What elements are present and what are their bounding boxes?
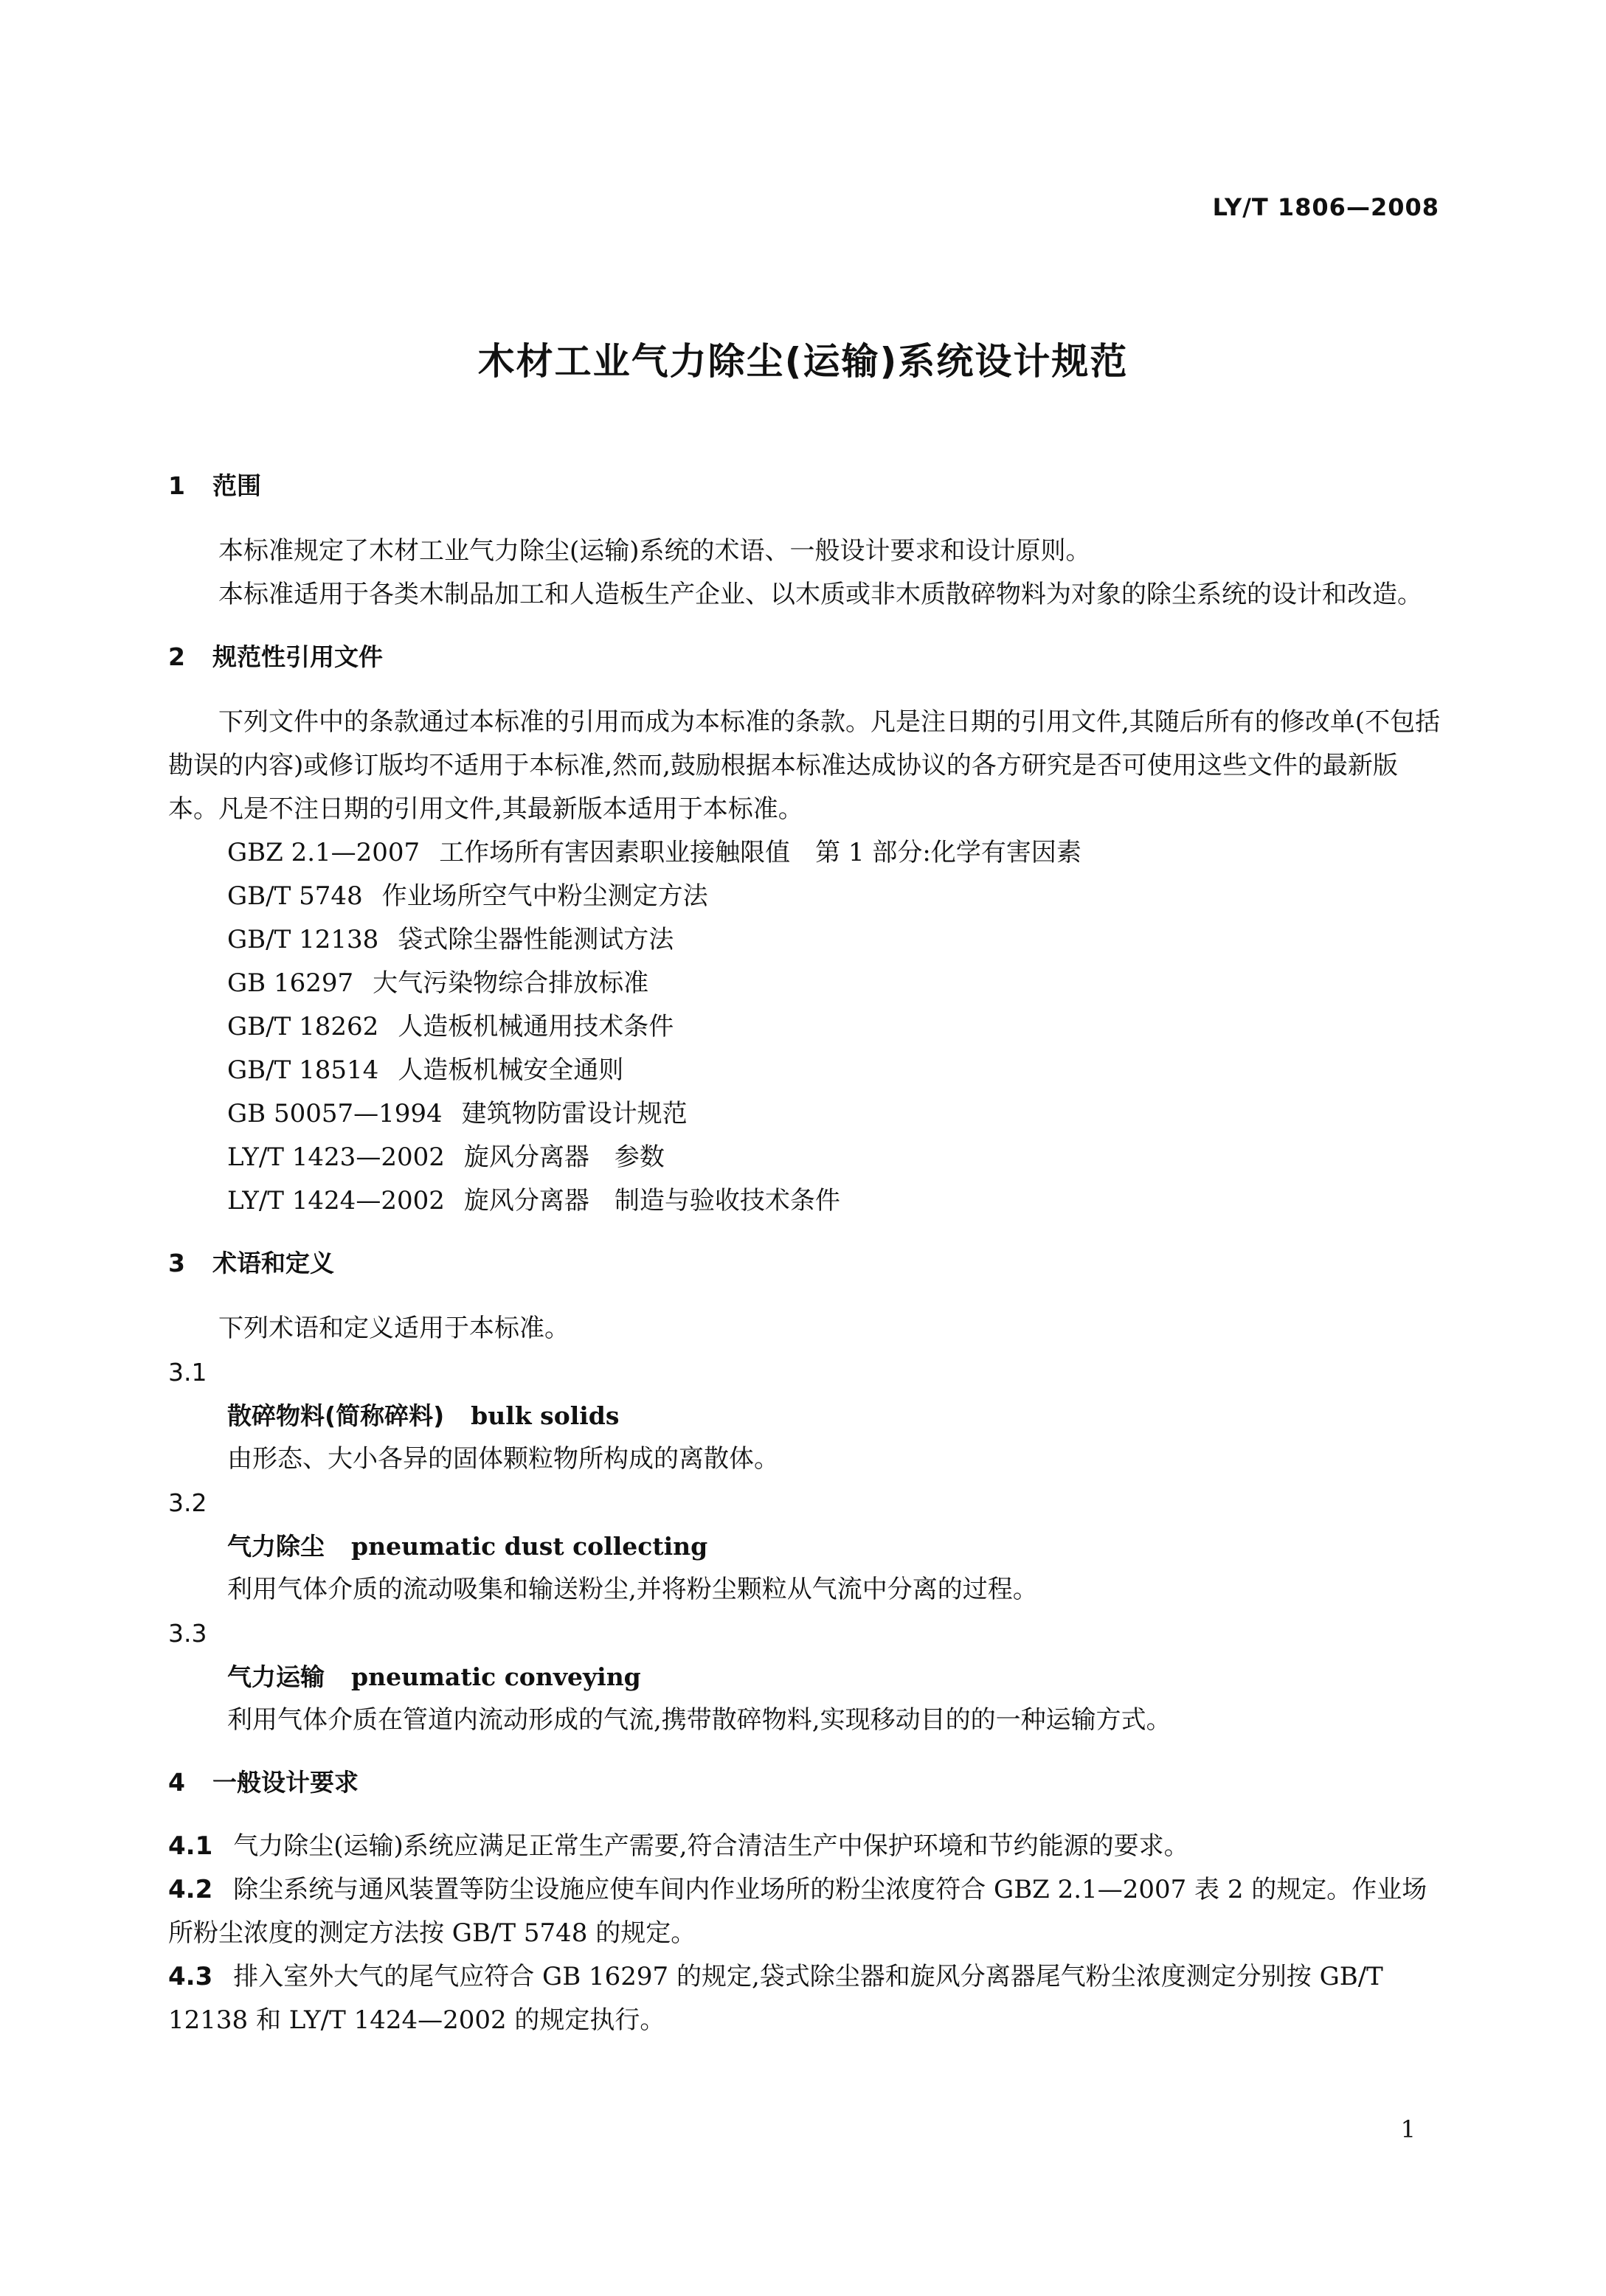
term-name <box>168 1525 1441 1568</box>
clause <box>168 1868 1441 1955</box>
reference-item <box>168 1005 1441 1049</box>
term-number: 3.1 <box>168 1358 207 1387</box>
reference-code: LY/T 1423—2002 <box>227 1142 445 1172</box>
clause-number: 4.3 <box>168 1962 213 1991</box>
term-name <box>168 1394 1441 1437</box>
section-title: 一般设计要求 <box>212 1768 359 1797</box>
document-title: 木材工业气力除尘(运输)系统设计规范 <box>477 340 1129 383</box>
reference-code: GB 50057—1994 <box>227 1099 443 1128</box>
term-zh: 气力运输 <box>227 1662 325 1691</box>
paragraph: 本标准规定了木材工业气力除尘(运输)系统的术语、一般设计要求和设计原则。 <box>218 536 1091 566</box>
reference-item <box>168 918 1441 962</box>
section-number: 1 <box>168 471 185 500</box>
section-number: 3 <box>168 1249 185 1277</box>
term-name <box>168 1655 1441 1699</box>
paragraph: 本标准适用于各类木制品加工和人造板生产企业、以木质或非木质散碎物料为对象的除尘系统的设计和改造。 <box>218 580 1422 609</box>
reference-item <box>168 1049 1441 1092</box>
reference-item <box>168 962 1441 1005</box>
reference-title: 大气污染物综合排放标准 <box>373 968 649 998</box>
section-number: 4 <box>168 1768 185 1797</box>
paragraph: 下列文件中的条款通过本标准的引用而成为本标准的条款。凡是注日期的引用文件,其随后所有的修改单(不包括勘误的内容)或修订版均不适用于本标准,然而,鼓励根据本标准达成协议的各方研究是否可使用这些文件的最新版本。凡是不注日期的引用文件,其最新版本适用于本标准。 <box>168 707 1441 824</box>
clause-number: 4.1 <box>168 1831 213 1861</box>
section-2-heading <box>168 636 1441 679</box>
term-definition: 利用气体介质的流动吸集和输送粉尘,并将粉尘颗粒从气流中分离的过程。 <box>227 1575 1038 1604</box>
section-title: 术语和定义 <box>212 1249 334 1277</box>
reference-title: 工作场所有害因素职业接触限值 第 1 部分:化学有害因素 <box>439 838 1081 867</box>
term-number: 3.3 <box>168 1619 207 1648</box>
reference-item <box>168 1136 1441 1179</box>
reference-item <box>168 831 1441 875</box>
section-number: 2 <box>168 642 185 671</box>
reference-code: GBZ 2.1—2007 <box>227 838 420 867</box>
reference-code: GB/T 18514 <box>227 1055 379 1085</box>
section-title: 范围 <box>212 471 261 500</box>
reference-title: 人造板机械通用技术条件 <box>398 1012 674 1041</box>
page-number: 1 <box>1400 2115 1416 2143</box>
term-definition: 利用气体介质在管道内流动形成的气流,携带散碎物料,实现移动目的的一种运输方式。 <box>227 1705 1171 1735</box>
reference-title: 袋式除尘器性能测试方法 <box>398 925 674 954</box>
reference-code: GB/T 5748 <box>227 881 363 911</box>
term-definition: 由形态、大小各异的固体颗粒物所构成的离散体。 <box>227 1444 779 1474</box>
reference-code: GB/T 18262 <box>227 1012 379 1041</box>
section-1-heading <box>168 465 1441 507</box>
reference-code: GB/T 12138 <box>227 925 379 954</box>
standard-code: LY/T 1806—2008 <box>1212 193 1439 221</box>
reference-code: GB 16297 <box>227 968 354 998</box>
section-title: 规范性引用文件 <box>212 642 383 671</box>
clause-number: 4.2 <box>168 1875 213 1904</box>
clause-text: 排入室外大气的尾气应符合 GB 16297 的规定,袋式除尘器和旋风分离器尾气粉尘浓度测定分别按 GB/T 12138 和 LY/T 1424—2002 的规定执行。 <box>168 1962 1383 2035</box>
term-en: bulk solids <box>471 1401 620 1430</box>
reference-item <box>168 875 1441 918</box>
clause <box>168 1955 1441 2042</box>
reference-title: 人造板机械安全通则 <box>398 1055 624 1085</box>
reference-title: 建筑物防雷设计规范 <box>461 1099 688 1128</box>
term-en: pneumatic conveying <box>351 1662 641 1691</box>
clause <box>168 1825 1441 1868</box>
term-zh: 散碎物料(简称碎料) <box>227 1401 445 1430</box>
paragraph: 下列术语和定义适用于本标准。 <box>218 1314 570 1343</box>
reference-item <box>168 1179 1441 1223</box>
section-4-heading <box>168 1761 1441 1804</box>
reference-title: 旋风分离器 参数 <box>463 1142 665 1172</box>
reference-title: 作业场所空气中粉尘测定方法 <box>381 881 708 911</box>
document-body <box>168 465 1441 2042</box>
reference-code: LY/T 1424—2002 <box>227 1186 445 1215</box>
clause-text: 气力除尘(运输)系统应满足正常生产需要,符合清洁生产中保护环境和节约能源的要求。 <box>233 1831 1189 1861</box>
term-zh: 气力除尘 <box>227 1532 325 1561</box>
clause-text: 除尘系统与通风装置等防尘设施应使车间内作业场所的粉尘浓度符合 GBZ 2.1—2007 表 2 的规定。作业场所粉尘浓度的测定方法按 GB/T 5748 的规定。 <box>168 1875 1427 1948</box>
term-en: pneumatic dust collecting <box>351 1532 708 1561</box>
section-3-heading <box>168 1242 1441 1285</box>
reference-item <box>168 1092 1441 1136</box>
term-number: 3.2 <box>168 1488 207 1517</box>
reference-title: 旋风分离器 制造与验收技术条件 <box>463 1186 840 1215</box>
